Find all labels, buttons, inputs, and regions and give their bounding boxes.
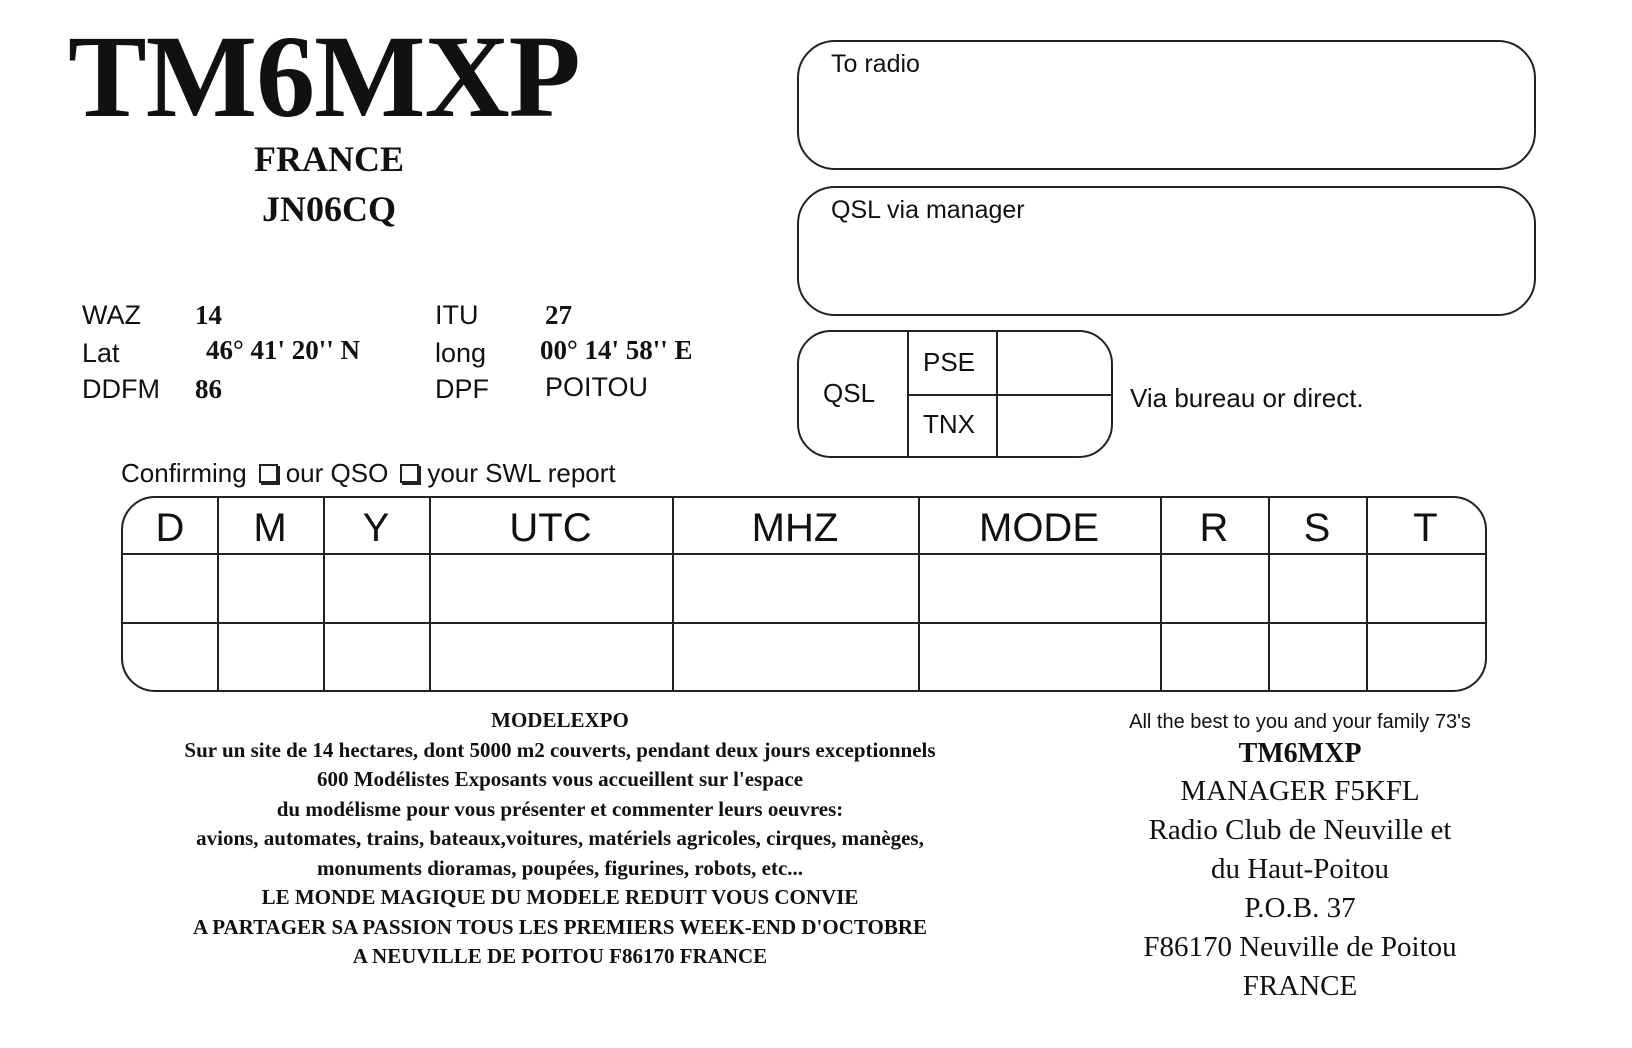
dpf-value: POITOU: [545, 372, 649, 402]
pse-checkbox-cell[interactable]: [998, 332, 1111, 394]
address-line: du Haut-Poitou: [1210, 853, 1390, 885]
confirming-line: [121, 458, 616, 489]
our-qso-checkbox[interactable]: [259, 464, 278, 483]
modelexpo-promo: [110, 706, 1010, 972]
country-label: FRANCE: [254, 139, 404, 179]
header-t: T: [1413, 506, 1438, 550]
address-line: MANAGER F5KFL: [1180, 775, 1420, 807]
address-line: P.O.B. 37: [1244, 892, 1356, 924]
swl-report-label: your SWL report: [427, 458, 616, 488]
header-mode: MODE: [979, 506, 1099, 550]
best-wishes: All the best to you and your family 73's: [1129, 711, 1471, 733]
tnx-checkbox-cell[interactable]: [998, 396, 1111, 456]
qsl-manager-label: QSL via manager: [831, 196, 1025, 224]
address-line: Radio Club de Neuville et: [1148, 814, 1452, 846]
ddfm-label: DDFM: [82, 374, 160, 404]
address-line: F86170 Neuville de Poitou: [1143, 931, 1457, 963]
waz-value: 14: [195, 300, 222, 330]
to-radio-label: To radio: [831, 50, 920, 78]
pse-label: PSE: [923, 347, 976, 377]
waz-label: WAZ: [82, 300, 141, 330]
itu-label: ITU: [435, 300, 479, 330]
promo-line: 600 Modélistes Exposants vous accueillent sur l'espace: [316, 767, 804, 791]
qsl-request-box: [797, 330, 1113, 458]
header-month: M: [253, 506, 287, 550]
long-label: long: [435, 338, 487, 368]
lat-label: Lat: [82, 338, 120, 368]
long-value: 00° 14' 58'' E: [540, 335, 693, 365]
promo-line: A PARTAGER SA PASSION TOUS LES PREMIERS WEEK-END D'OCTOBRE: [192, 914, 928, 939]
dpf-label: DPF: [435, 374, 489, 404]
grid-locator: JN06CQ: [262, 189, 396, 229]
promo-line: avions, automates, trains, bateaux,voitures, matériels agricoles, cirques, manèges,: [196, 826, 924, 850]
header-year: Y: [362, 506, 390, 550]
to-radio-box[interactable]: [797, 40, 1536, 170]
ddfm-value: 86: [195, 374, 222, 404]
via-text: Via bureau or direct.: [1130, 383, 1364, 413]
promo-line: MODELEXPO: [491, 708, 629, 732]
manager-address: [1080, 708, 1520, 1006]
manager-callsign: TM6MXP: [1238, 738, 1362, 769]
qsl-manager-box[interactable]: [797, 186, 1536, 316]
promo-line: A NEUVILLE DE POITOU F86170 FRANCE: [352, 944, 768, 968]
our-qso-label: our QSO: [285, 458, 389, 488]
callsign-title: TM6MXP: [68, 11, 580, 142]
header-s: S: [1303, 506, 1331, 550]
tnx-label: TNX: [923, 409, 975, 439]
header-day: D: [155, 506, 185, 550]
table-row-divider: [123, 553, 1485, 555]
table-row-divider: [123, 622, 1485, 624]
lat-value: 46° 41' 20'' N: [206, 335, 361, 365]
address-line: FRANCE: [1242, 970, 1358, 1002]
swl-report-checkbox[interactable]: [400, 464, 419, 483]
header-utc: UTC: [509, 506, 592, 550]
promo-line: LE MONDE MAGIQUE DU MODELE REDUIT VOUS CONVIE: [261, 885, 859, 909]
header-mhz: MHZ: [751, 506, 839, 550]
qso-log-table: [121, 496, 1487, 692]
qsl-label: QSL: [823, 378, 876, 408]
promo-line: monuments dioramas, poupées, figurines, robots, etc...: [316, 855, 804, 880]
promo-line: du modélisme pour vous présenter et commenter leurs oeuvres:: [276, 796, 844, 821]
promo-line: Sur un site de 14 hectares, dont 5000 m2 couverts, pendant deux jours exceptionnels: [184, 737, 936, 762]
confirming-label: Confirming: [121, 458, 247, 488]
itu-value: 27: [545, 300, 572, 330]
header-r: R: [1199, 506, 1229, 550]
